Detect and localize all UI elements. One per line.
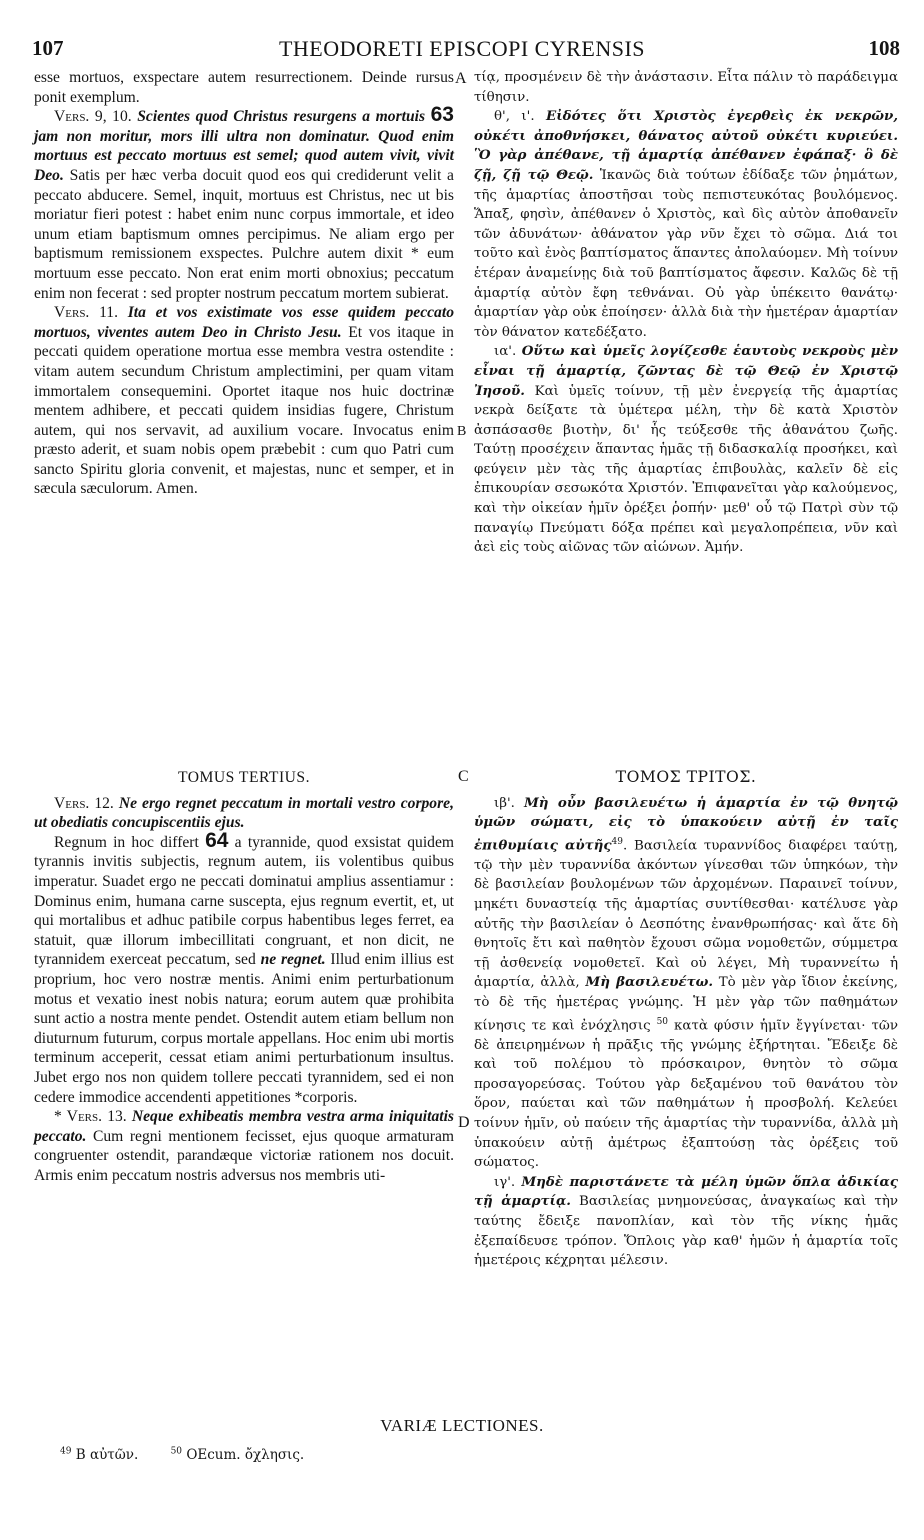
scripture-quote: jam non moritur, mors illi ultra non dominatur. Quod enim mortuus est peccato mortuus est semel; quod autem vivit, vivit Deo. <box>34 127 454 184</box>
column-number: 63 <box>430 103 454 127</box>
latin-paragraph: esse mortuos, exspectare autem resurrectionem. Deinde rursus ponit exemplum. <box>34 69 454 106</box>
latin-paragraph <box>34 303 454 499</box>
variae-lectiones-notes <box>60 1446 332 1463</box>
commentary-text: Regnum in hoc differt <box>54 833 199 851</box>
margin-letter-d: D <box>458 1114 470 1131</box>
commentary-text: Cum regni mentionem fecisset, ejus quoque armaturam congruenter ostendit, parandæque victoriæ rationem nos docuit. Armis enim peccatum nostris adversus nos membris uti- <box>34 1127 454 1184</box>
commentary-text: Et vos itaque in peccati quidem operatione mortua esse membra vestra ostendite : vitam autem secundum Christum amplectimini, per quam vitam immortalem consequemini. Oportet itaque nos huic doctrinæ mentem adhibere, et peccati quidem insidias fugere, Christum autem, qui nos servavit, ad auxilium vocare. Invocatus enim præsto aderit, et suam nobis opem præbebit : cum quo Patri cum sancto Spiritu gloria convenit, et majestas, nunc et semper, et in sæcula sæculorum. Amen. <box>34 323 454 498</box>
page-number-left: 107 <box>32 36 64 60</box>
page-header <box>24 36 900 62</box>
note-text: B αὐτῶν. <box>75 1446 139 1463</box>
scripture-quote: Μὴ οὖν βασιλευέτω ἡ ἁμαρτία ἐν τῷ θνητῷ ὑμῶν σώματι, εἰς τὸ ὑπακούειν αὐτῇ ἐν ταῖς ἐπιθυμίαις αὐτῆς <box>474 794 898 854</box>
commentary-text: a tyrannide, quod exsistat quidem tyrannis invitis subjectis, regnum autem, iis volentibus quibus imperatur. Suadet ergo ne peccati dominatui amplius assentiamur : Dominus enim, humana carne suscepta, ejus regnum evertit, et, ut qui mortalibus et adhuc patibile corpus habentibus leges ferret, ea statuit, quæ illorum imbecillitati congruant, et non dicit, ne tyrannidem exerceat peccatum, sed <box>34 833 454 969</box>
note-number: 50 <box>170 1446 183 1456</box>
commentary-text: Βασιλεία τυραννίδος διαφέρει ταύτῃ, τῷ τὴν μὲν τυραννίδα ἀκόντων γίνεσθαι τῶν ὑπηκόων, τὴν δὲ βασιλείαν βουλομένων τῶν ἀρχομένων. Παραινεῖ τοίνυν, μηκέτι δυναστείᾳ τῆς ἁμαρτίας συντίθεσθαι· κατέλυσε γὰρ αὐτῆς τὴν βασιλείαν ὁ Δεσπότης ἐνανθρωπήσας· καὶ ἅτε δὴ θνητοῖς ἔτι καὶ παθητὸν ἔχουσι σῶμα νομοθετῶν, σύμμετρα τῇ ἀσθενείᾳ νομοθετεῖ. Καὶ οὐ λέγει, Μὴ τυραννείτω ἡ ἁμαρτία, ἀλλὰ, <box>474 838 898 991</box>
margin-letter-a: A <box>455 70 467 87</box>
latin-column-upper <box>34 68 454 499</box>
footnote-marker: 49 <box>611 836 623 847</box>
scripture-quote: Μὴ βασιλευέτω. <box>585 974 714 991</box>
margin-letter-c: C <box>458 768 469 785</box>
greek-paragraph: ιβ'. Μὴ οὖν βασιλευέτω ἡ ἁμαρτία ἐν τῷ θνητῷ ὑμῶν σώματι, εἰς τὸ ὑπακούειν αὐτῇ ἐν ταῖς ἐπιθυμίαις αὐτῆς$^{49}$. Βασιλεία τυραννίδος διαφέρει ταύτῃ, τῷ τὴν μὲν τυραννίδα ἀκόντων γίνεσθαι τῶν ὑπηκόων, τὴν δὲ βασιλείαν βουλομένων τῶν ἀρχομένων. Παραινεῖ τοίνυν, μηκέτι δυναστείᾳ τῆς ἁμαρτίας συντίθεσθαι· κατέλυσε γὰρ αὐτῆς τὴν βασιλείαν ὁ Δεσπότης ἐνανθρωπήσας· καὶ ἅτε δὴ θνητοῖς ἔτι καὶ παθητὸν ἔχουσι σῶμα νομοθετῶν, σύμμετρα τῇ ἀσθενείᾳ νομοθετεῖ. Καὶ οὐ λέγει, Μὴ τυραννείτω ἡ ἁμαρτία, ἀλλὰ, Μὴ βασιλευέτω. Τὸ μὲν γὰρ ἴδιον ἐκείνης, τὸ δὲ τῆς ἡμετέρας γνώμης. Ἡ μὲν γὰρ τῶν παθημάτων κίνησις τε καὶ ἐνόχλησις $^{50}$ κατὰ φύσιν ἡμῖν ἔγγίνεται· τῶν δὲ ἀπειρημένων ἡ πρᾶξις τῆς γνώμης ἐξήρτηται. Ἔδειξε δὲ καὶ τοῦ πολέμου τὸ πρόσκαιρον, θνητὸν τὸ σῶμα προσαγορεύσας. Τούτου γὰρ δεξαμένου τοῦ θανάτου τὸν ὅρον, παύεται καὶ τῶν παθημάτων ἡ προσβολή. Κελεύει τοίνυν ἡμῖν, οὐ παύειν τῆς ἁμαρτίας τὴν τυραννίδα, ἀλλὰ μὴ ὑπακούειν αὐτῇ ἀμέτρως ἐξαπτούσῃ τὰς ὀρέξεις τοῦ σώματος. <box>474 794 898 1171</box>
verse-ref: Vers. 9, 10. <box>54 108 132 126</box>
note-text: OEcum. ὄχλησις. <box>186 1446 305 1463</box>
section-title-greek: ΤΟΜΟΣ ΤΡΙΤΟΣ. <box>615 768 757 786</box>
note-number: 49 <box>60 1446 72 1456</box>
scripture-quote: Εἰδότες ὅτι Χριστὸς ἐγερθεὶς ἐκ νεκρῶν, οὐκέτι ἀποθνήσκει, θάνατος αὐτοῦ οὐκέτι κυριεύει. Ὃ γὰρ ἀπέθανε, τῇ ἁμαρτίᾳ ἀπέθανεν ἐφάπαξ· ὃ δὲ ζῇ, ζῇ τῷ Θεῷ. <box>474 108 898 183</box>
scripture-quote: Ne ergo regnet peccatum in mortali vestro corpore, ut obediatis concupiscentiis ejus. <box>34 794 454 832</box>
commentary-text: Ἱκανῶς διὰ τούτων ἐδίδαξε τῶν ῥημάτων, τῆς ἁμαρτίας ἀποστῆσαι τοὺς πεπιστευκότας βουλόμενος. Ἅπαξ, φησὶν, ἀπέθανεν ὁ Χριστὸς, καὶ δὶς αὐτὸν ἀποθανεῖν τῶν ἀδυνάτων· ἀθάνατον γὰρ νῦν ἔχει τὸ σῶμα. Διά τοι τοῦτο καὶ ἑνὸς βαπτίσματος ἅπαντες ἀπολαύομεν. Μὴ τοίνυν ἑτέραν ἀναμείνῃς διὰ τοῦ βαπτίσματος ἄφεσιν. Καλῶς δὲ τῇ ἁμαρτίᾳ αὐτὸν ἔφη τεθνάναι. Οὐ γὰρ ὑπέκειτο θανάτῳ· ἁμαρτίαν γὰρ οὐκ ἐποίησεν· ἀλλὰ διὰ τὴν ἡμετέραν ἁμαρτίαν τὸν θάνατον κατεδέξατο. <box>474 167 898 340</box>
verse-ref: * Vers. 13. <box>54 1108 127 1126</box>
page-number-right: 108 <box>868 36 900 60</box>
footnote-marker: 50 <box>656 1016 669 1027</box>
verse-ref: ιγ'. <box>494 1174 516 1190</box>
greek-paragraph <box>474 1173 898 1271</box>
greek-paragraph: τίᾳ, προσμένειν δὲ τὴν ἀνάστασιν. Εἶτα πάλιν τὸ παράδειγμα τίθησιν. <box>474 70 898 105</box>
latin-paragraph <box>34 794 454 833</box>
scripture-quote: Neque exhibeatis membra vestra arma iniquitatis peccato. <box>34 1108 454 1145</box>
verse-ref: ια'. <box>494 344 517 360</box>
latin-paragraph <box>34 828 454 1107</box>
commentary-text: Illud enim illius est proprium, hoc vero nostræ mentis. Animi enim perturbationum motus et vexatio inest nobis natura; eorum autem quæ prohibita sunt actio a nostra mente pendet. Ostendit autem etiam bellum non diuturnum futurum, corpus mortale appellans. Hoc enim ubi mortis terminum acceperit, cessat etiam animi perturbationum insultus. Jubet ergo nos non quidem tollere peccati tyrannidem, sed ei non cedere immodice accendenti appetitiones *corporis. <box>34 951 454 1106</box>
latin-paragraph <box>34 1107 454 1185</box>
commentary-text: κατὰ φύσιν ἡμῖν ἔγγίνεται· τῶν δὲ ἀπειρημένων ἡ πρᾶξις τῆς γνώμης ἐξήρτηται. Ἔδειξε δὲ καὶ τοῦ πολέμου τὸ πρόσκαιρον, θνητὸν τὸ σῶμα προσαγορεύσας. Τούτου γὰρ δεξαμένου τοῦ θανάτου τὸν ὅρον, παύεται καὶ τῶν παθημάτων ἡ προσβολή. Κελεύει τοίνυν ἡμῖν, οὐ παύειν τῆς ἁμαρτίας τὴν τυραννίδα, ἀλλὰ μὴ ὑπακούειν αὐτῇ ἀμέτρως ἐξαπτούσῃ τὰς ὀρέξεις τοῦ σώματος. <box>474 1018 898 1171</box>
column-number: 64 <box>205 828 229 852</box>
scripture-quote: ne regnet. <box>260 951 326 969</box>
scripture-quote: Οὕτω καὶ ὑμεῖς λογίζεσθε ἑαυτοὺς νεκροὺς μὲν εἶναι τῇ ἁμαρτίᾳ, ζῶντας δὲ τῷ Θεῷ ἐν Χριστῷ Ἰησοῦ. <box>474 343 898 399</box>
commentary-text: Καὶ ὑμεῖς τοίνυν, τῇ μὲν ἐνεργείᾳ τῆς ἁμαρτίας νεκρὰ δείξατε τὰ ὑμέτερα μέλη, τὴν δὲ κατὰ Χριστὸν ἀσπάσασθε βιοτὴν, δι' ἧς τεύξεσθε τῆς ἀθανάτου ζωῆς. Ταύτῃ προσέχειν ἅπαντας ἡμᾶς τῇ διδασκαλίᾳ προσήκει, καὶ φεύγειν μὲν τὰς τῆς ἁμαρτίας ἐπιβουλὰς, καλεῖν δὲ εἰς ἐπικουρίαν σεσωκότα Χριστόν. Ἐπιφανεῖται γὰρ καλούμενος, καὶ τὴν οἰκείαν ἡμῖν ὀρέξει ῥοπήν· μεθ' οὗ τῷ Πατρὶ σὺν τῷ παναγίῳ Πνεύματι δόξα πρέπει καὶ μεγαλοπρέπεια, νῦν καὶ ἀεὶ εἰς τοὺς αἰῶνας τῶν αἰώνων. Ἀμήν. <box>474 383 898 556</box>
greek-paragraph <box>474 342 898 558</box>
latin-paragraph <box>34 103 454 303</box>
greek-column-upper <box>474 68 898 558</box>
running-title: THEODORETI EPISCOPI CYRENSIS <box>278 36 646 61</box>
commentary-text: Βασιλείας μνημονεύσας, ἀναγκαίως καὶ τὴν ταύτης ἔδειξε πανοπλίαν, καὶ τὸν τῆς νίκης ἡμᾶς ἐξεπαίδευσε τρόπον. Ὅπλοις γὰρ καθ' ἡμῶν ἡ ἁμαρτία τοῖς ἡμετέροις κέχρηται μέλεσιν. <box>474 1194 898 1269</box>
verse-ref: Vers. 11. <box>54 304 118 322</box>
latin-column-lower <box>34 768 454 1185</box>
scripture-quote: Scientes quod Christus resurgens a mortuis <box>137 108 426 126</box>
verse-ref: Vers. 12. <box>54 794 114 812</box>
commentary-text: Τὸ μὲν γὰρ ἴδιον ἐκείνης, τὸ δὲ τῆς ἡμετέρας γνώμης. Ἡ μὲν γὰρ τῶν παθημάτων κίνησις τε καὶ ἐνόχλησις <box>474 975 898 1034</box>
scripture-quote: Ita et vos existimate vos esse quidem peccato mortuos, viventes autem Deo in Christo Jesu. <box>34 304 454 341</box>
variant-note <box>171 1447 305 1463</box>
greek-paragraph <box>474 107 898 342</box>
commentary-text: Satis per hæc verba docuit quod eos qui crediderunt velit a peccato abducere. Semel, inquit, mortuus est Christus, nec ut bis moriatur fieri potest : habet enim nunc corpus immortale, et ideo unum etiam baptismum omnes percipimus. Ne aliam ergo per baptismum remissionem exspectes. Pulchre autem dixit * eum mortuum esse peccato. Non erat enim morti obnoxius; peccatum enim non fecerat : sed propter nostrum peccatum mortem subierat. <box>34 166 454 302</box>
variant-note <box>60 1447 138 1463</box>
section-title-latin: TOMUS TERTIUS. <box>178 769 310 786</box>
variae-lectiones-title: VARIÆ LECTIONES. <box>380 1416 544 1435</box>
greek-column-lower <box>474 768 898 1271</box>
margin-letter-b: B <box>457 424 467 439</box>
verse-ref: ιβ'. <box>494 795 515 811</box>
verse-ref: θ', ι'. <box>494 109 535 125</box>
scripture-quote: Μηδὲ παριστάνετε τὰ μέλη ὑμῶν ὅπλα ἀδικίας τῇ ἁμαρτίᾳ. <box>474 1173 898 1210</box>
